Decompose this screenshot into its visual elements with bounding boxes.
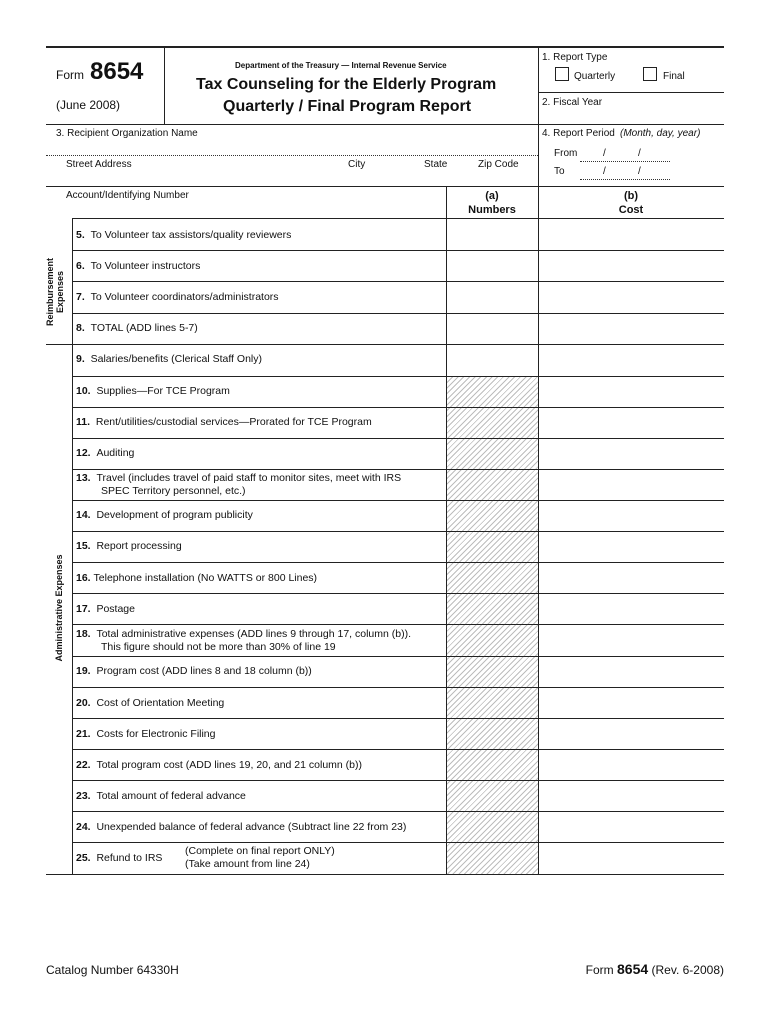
col-b-header: Cost [618,204,644,216]
row-rule [72,376,724,377]
account-number-field[interactable]: Account/Identifying Number [66,190,189,201]
header-divider-right [538,47,539,124]
col-a-letter: (a) [485,190,499,202]
line-9-numbers-input[interactable] [447,345,537,376]
row-rule [72,811,724,812]
line-7-numbers-input[interactable] [447,282,537,313]
row-rule [72,749,724,750]
period-divider [538,124,539,186]
line-24: 24. Unexpended balance of federal advance (Subtract line 22 from 23) [76,821,407,833]
line-11: 11. Rent/utilities/custodial services—Prorated for TCE Program [76,416,372,428]
recipient-top-rule [46,124,724,125]
final-label: Final [663,71,685,82]
final-checkbox[interactable] [643,67,657,81]
line-16: 16. Telephone installation (No WATTS or 800 Lines) [76,572,318,584]
quarterly-label: Quarterly [574,71,616,82]
zip-code-field[interactable]: Zip Code [478,159,519,170]
to-date-input[interactable] [580,179,670,180]
line-5-cost-input[interactable] [539,219,724,250]
line-15: 15. Report processing [76,540,182,552]
line-5-numbers-input[interactable] [447,219,537,250]
line-14: 14. Development of program publicity [76,509,253,521]
row-rule [72,593,724,594]
row-rule [72,718,724,719]
form-date: (June 2008) [56,98,121,112]
form-number: 8654 [90,58,144,85]
period-to-label: To [554,166,565,177]
row-rule [72,438,724,439]
line-25: 25. Refund to IRS [76,852,163,864]
row-rule [72,500,724,501]
agency-line: Department of the Treasury — Internal Revenue Service [235,61,447,70]
row-rule [72,687,724,688]
org-name-field[interactable]: 3. Recipient Organization Name [56,128,198,139]
line-5: 5. To Volunteer tax assistors/quality reviewers [76,229,292,241]
line-number-divider [72,218,73,874]
footer-form-id: Form 8654 (Rev. 6-2008) [585,961,724,977]
col-b-letter: (b) [623,190,639,202]
to-slash-2: / [638,166,641,177]
row-rule [72,842,724,843]
line-6-cost-input[interactable] [539,251,724,281]
report-period-hint: (Month, day, year) [620,128,701,139]
line-12: 12. Auditing [76,447,135,459]
street-rule [46,186,724,187]
line-6: 6. To Volunteer instructors [76,260,201,272]
line-19: 19. Program cost (ADD lines 8 and 18 column (b)) [76,665,312,677]
line-6-numbers-input[interactable] [447,251,537,281]
line-7-cost-input[interactable] [539,282,724,313]
period-from-label: From [554,148,578,159]
line-20: 20. Cost of Orientation Meeting [76,697,225,709]
line-18: 18. Total administrative expenses (ADD lines 9 through 17, column (b)). This figure should not be more than 30% of line 19 [76,628,412,653]
line-25-note-1: (Complete on final report ONLY) [185,845,335,857]
form-title-line2: Quarterly / Final Program Report [223,98,472,115]
header-divider-left [164,47,165,124]
administrative-section-label: Administrative Expenses [54,554,64,662]
column-a-shaded-area [447,376,538,874]
fiscal-year-label[interactable]: 2. Fiscal Year [542,97,603,108]
line-17: 17. Postage [76,603,135,615]
col-a-header: Numbers [468,204,516,216]
to-slash-1: / [603,166,606,177]
line-21: 21. Costs for Electronic Filing [76,728,216,740]
state-field[interactable]: State [424,159,448,170]
fiscal-year-rule [538,92,724,93]
line-8-cost-input[interactable] [539,314,724,344]
catalog-number: Catalog Number 64330H [46,963,179,977]
quarterly-checkbox[interactable] [555,67,569,81]
row-rule [72,469,724,470]
report-type-label: 1. Report Type [542,52,608,63]
line-9-cost-input[interactable] [539,345,724,376]
row-rule [72,624,724,625]
street-address-field[interactable]: Street Address [66,159,132,170]
form-title-line1: Tax Counseling for the Elderly Program [196,76,497,93]
line-8-numbers-input[interactable] [447,314,537,344]
line-13: 13. Travel (includes travel of paid staff to monitor sites, meet with IRS SPEC Territory personnel, etc.) [76,472,402,497]
from-date-input[interactable] [580,161,670,162]
from-slash-2: / [638,148,641,159]
line-23: 23. Total amount of federal advance [76,790,246,802]
line-8: 8. TOTAL (ADD lines 5-7) [76,322,198,334]
reimbursement-section-label: Reimbursement Expenses [45,257,65,327]
table-bottom-rule [46,874,724,875]
org-name-rule [46,155,538,156]
row-rule [72,780,724,781]
row-rule [72,531,724,532]
line-25-note-2: (Take amount from line 24) [185,858,310,870]
row-rule [72,562,724,563]
line-22: 22. Total program cost (ADD lines 19, 20, and 21 column (b)) [76,759,362,771]
form-word: Form [56,68,84,82]
city-field[interactable]: City [348,159,366,170]
report-period-label: 4. Report Period [542,128,615,139]
line-9: 9. Salaries/benefits (Clerical Staff Only) [76,353,262,365]
line-7: 7. To Volunteer coordinators/administrators [76,291,279,303]
top-rule [46,46,724,48]
row-rule [72,407,724,408]
row-rule [72,656,724,657]
line-10: 10. Supplies—For TCE Program [76,385,230,397]
from-slash-1: / [603,148,606,159]
